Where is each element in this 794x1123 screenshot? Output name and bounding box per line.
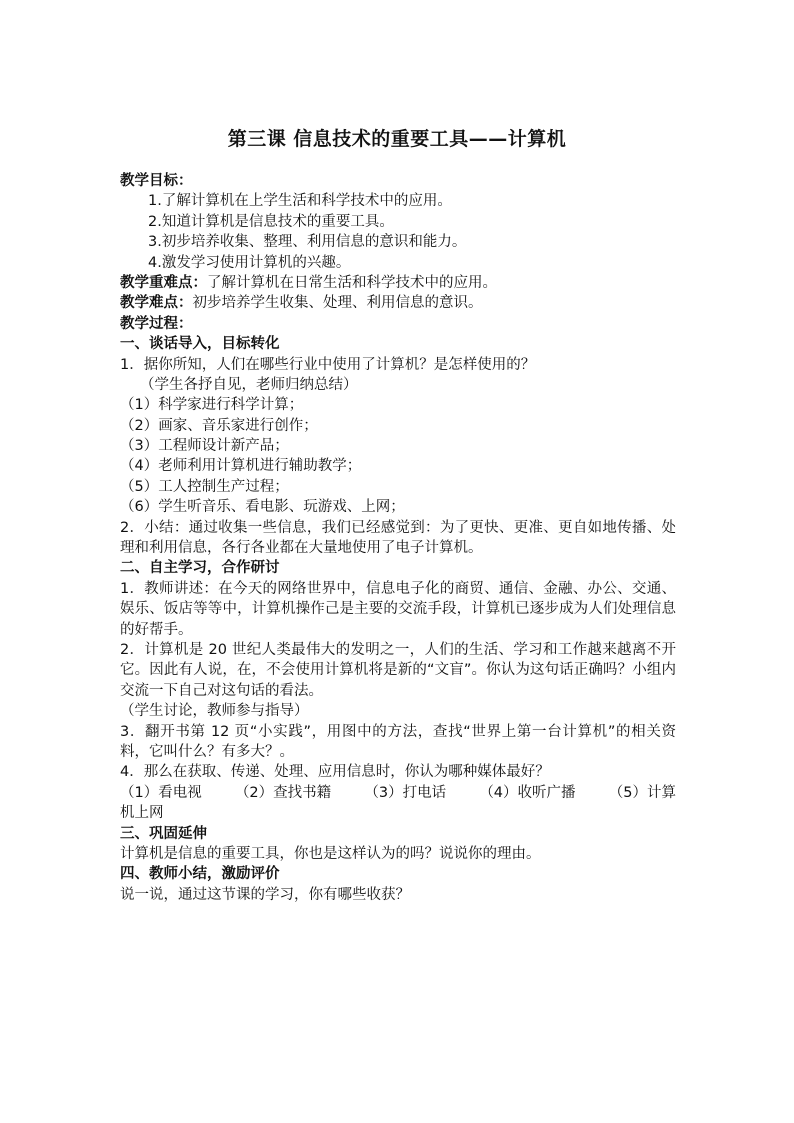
section1-heading: 一、谈话导入，目标转化 xyxy=(120,336,280,353)
list-item: （4）老师利用计算机进行辅助教学； xyxy=(120,458,362,475)
section3-heading: 三、巩固延伸 xyxy=(120,825,207,842)
list-item: （6）学生听音乐、看电影、玩游戏、上网； xyxy=(120,499,405,516)
choice-item: （4）收听广播 xyxy=(479,784,576,801)
section4-heading: 四、教师小结，激励评价 xyxy=(120,866,280,883)
section2-paragraph-3: 3．翻开书第 12 页“小实践”，用图中的方法，查找“世界上第一台计算机”的相关资料，它叫什么？有多大？。 xyxy=(120,723,676,761)
lesson-body xyxy=(120,171,676,905)
objectives-heading: 教学目标： xyxy=(120,173,193,189)
section1-summary: 2．小结：通过收集一些信息，我们已经感觉到：为了更快、更准、更自如地传播、处理和利用信息，各行各业都在大量地使用了电子计算机。 xyxy=(120,519,676,557)
choice-item: （5）计算 xyxy=(608,784,676,801)
section2-paragraph-2: 2．计算机是 20 世纪人类最伟大的发明之一，人们的生活、学习和工作越来越离不开它。因此有人说，在，不会使用计算机将是新的“文盲”。你认为这句话正确吗？小组内交流一下自己对这句话的看法。 xyxy=(120,642,676,699)
key-point-label: 教学重难点： xyxy=(120,274,207,291)
section2-heading: 二、自主学习，合作研讨 xyxy=(120,560,280,577)
choice-continuation: 机上网 xyxy=(120,805,164,822)
section2-paragraph-4: 4．那么在获取、传递、处理、应用信息时，你认为哪种媒体最好？ xyxy=(120,764,550,781)
section1-question: 1．据你所知，人们在哪些行业中使用了计算机？是怎样使用的？ xyxy=(120,356,536,373)
process-heading: 教学过程： xyxy=(120,315,193,332)
key-point-line xyxy=(120,273,676,293)
lesson-title: 第三课 信息技术的重要工具——计算机 xyxy=(227,128,567,150)
choice-item: （3）打电话 xyxy=(364,784,447,801)
section1-note: （学生各抒自见，老师归纳总结） xyxy=(140,376,358,393)
section4-text: 说一说，通过这节课的学习，你有哪些收获？ xyxy=(120,886,410,903)
list-item: （3）工程师设计新产品； xyxy=(120,438,289,455)
section2-paragraph-1: 1．教师讲述：在今天的网络世界中，信息电子化的商贸、通信、金融、办公、交通、娱乐、饭店等等中，计算机操作己是主要的交流手段，计算机已逐步成为人们处理信息的好帮手。 xyxy=(120,580,676,638)
key-point-text: 了解计算机在日常生活和科学技术中的应用。 xyxy=(207,274,497,291)
objective-item: 3.初步培养收集、整理、利用信息的意识和能力。 xyxy=(148,234,467,251)
objective-item: 4.激发学习使用计算机的兴趣。 xyxy=(148,254,351,271)
difficulty-label: 教学难点： xyxy=(120,295,193,312)
list-item: （2）画家、音乐家进行创作； xyxy=(120,417,318,434)
objective-item: 2.知道计算机是信息技术的重要工具。 xyxy=(148,213,394,230)
difficulty-line xyxy=(120,293,676,313)
objective-item: 1.了解计算机在上学生活和科学技术中的应用。 xyxy=(148,193,452,210)
list-item: （5）工人控制生产过程； xyxy=(120,478,289,495)
list-item: （1）科学家进行科学计算； xyxy=(120,397,304,414)
choice-item: （2）查找书籍 xyxy=(234,784,332,801)
section2-note: （学生讨论，教师参与指导） xyxy=(120,703,309,720)
choice-item: （1）看电视 xyxy=(120,784,202,801)
section3-text: 计算机是信息的重要工具，你也是这样认为的吗？说说你的理由。 xyxy=(120,846,541,863)
difficulty-text: 初步培养学生收集、处理、利用信息的意识。 xyxy=(192,295,483,312)
media-choices xyxy=(120,783,676,803)
